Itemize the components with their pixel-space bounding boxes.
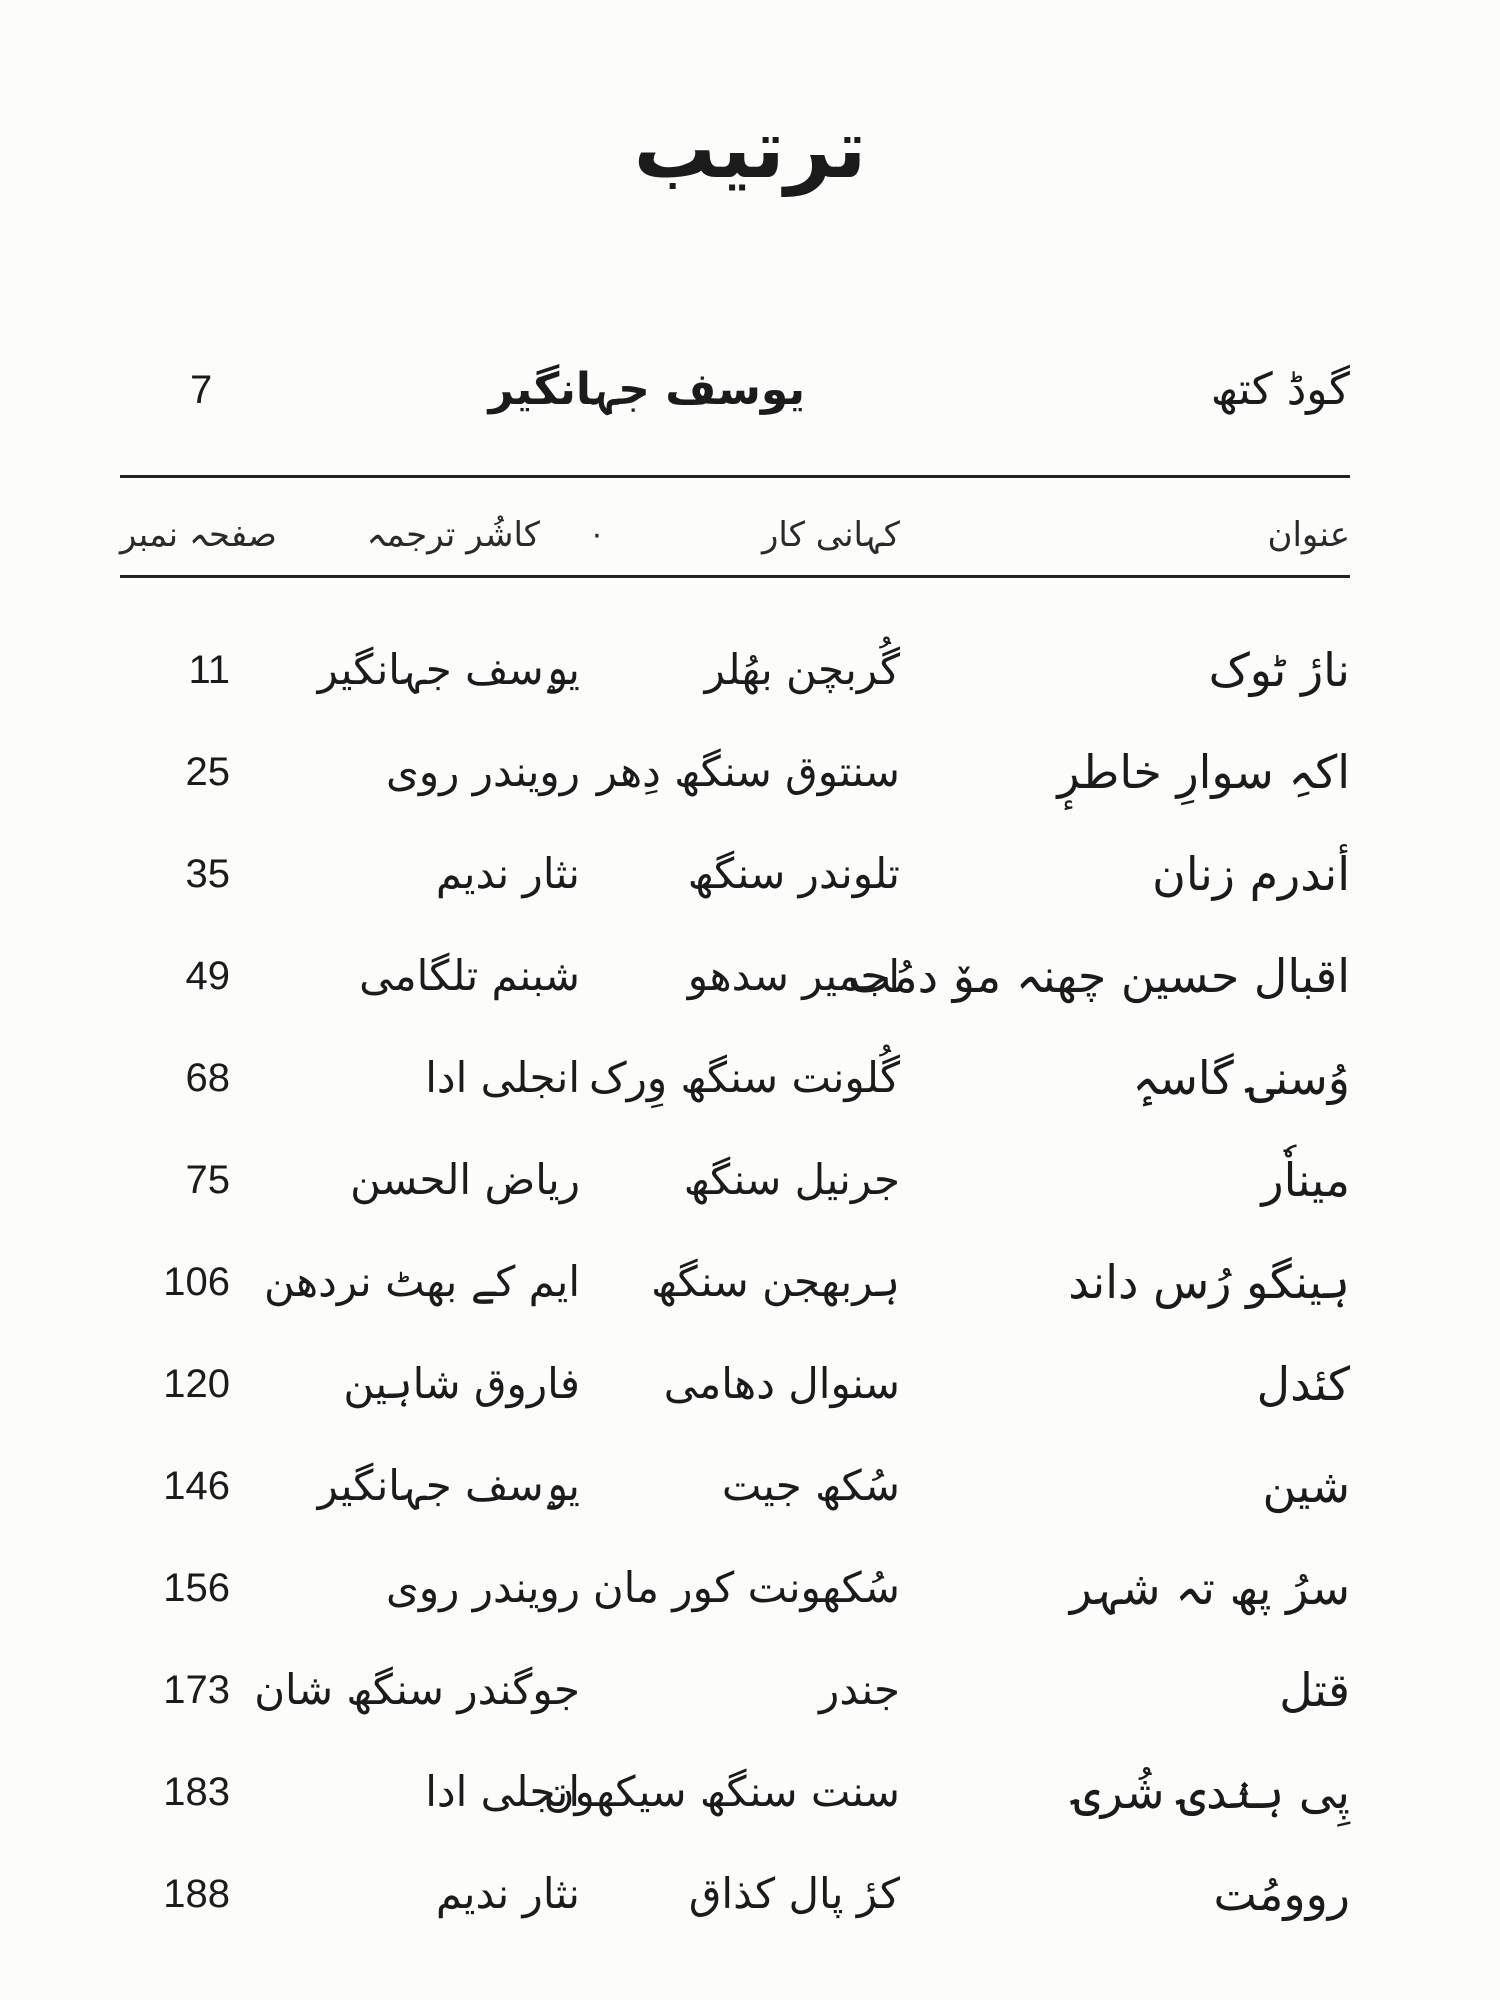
row-translator: فاروق شاہین <box>343 1359 580 1408</box>
row-title: اکہِ سوارِ خاطرٕ <box>1057 745 1350 799</box>
row-page: 188 <box>163 1872 230 1916</box>
row-translator: جوگندر سنگھ شان <box>254 1665 580 1714</box>
toc-row <box>120 1232 1350 1332</box>
row-title: ہینگو رُس داند <box>1068 1255 1350 1309</box>
toc-row <box>120 1742 1350 1842</box>
row-author: ہربھجن سنگھ <box>651 1257 900 1306</box>
intro-page: 7 <box>190 368 213 412</box>
page-title: ترتیب <box>633 102 867 197</box>
row-title: سرُ پھ تہ شہر <box>1069 1561 1350 1615</box>
row-page: 35 <box>185 852 230 896</box>
row-author: سنتوق سنگھ دِھر <box>596 747 900 796</box>
row-page: 106 <box>163 1260 230 1304</box>
row-author: اجمیر سدھو <box>687 951 900 1000</box>
row-author: تلوندر سنگھ <box>687 849 900 898</box>
header-bottom-rule <box>120 575 1350 578</box>
intro-title: گوڈ کتھ <box>1210 364 1350 415</box>
row-author: سنوال دھامی <box>663 1359 900 1408</box>
toc-row <box>120 1538 1350 1638</box>
row-title: قتل <box>1279 1663 1350 1717</box>
row-translator: یۄسف جہانگیر <box>317 645 580 694</box>
header-separator-dot: ٠ <box>588 517 605 552</box>
toc-row <box>120 1844 1350 1944</box>
row-author: گُربچن بھُلر <box>704 645 900 694</box>
row-page: 156 <box>163 1566 230 1610</box>
row-translator: انجلی ادا <box>425 1053 580 1102</box>
toc-row <box>120 722 1350 822</box>
row-title: نارٔ ٹوک <box>1208 643 1350 697</box>
header-translator: کاشُر ترجمہ <box>366 515 540 555</box>
row-translator: رویندر روی <box>385 747 580 796</box>
row-author: کرٔ پال کذاق <box>688 1869 900 1918</box>
row-title: میناٗر <box>1261 1153 1350 1207</box>
header-title: عنوان <box>1267 515 1350 555</box>
toc-row <box>120 1436 1350 1536</box>
row-translator: نثار ندیم <box>435 1869 580 1918</box>
row-author: سنت سنگھ سیکھون <box>543 1767 900 1816</box>
row-page: 173 <box>163 1668 230 1712</box>
toc-row <box>120 1130 1350 1230</box>
row-author: جندر <box>819 1665 900 1714</box>
toc-row <box>120 1334 1350 1434</box>
row-page: 75 <box>185 1158 230 1202</box>
row-title: اقبال حسین چھنہ مۆ دمُت <box>847 949 1350 1003</box>
row-title: وُسنۍ گاسہٕ <box>1132 1051 1350 1105</box>
row-author: جرنیل سنگھ <box>683 1155 900 1204</box>
row-author: سُکھونت کور مان <box>592 1563 900 1612</box>
row-title: روومُت <box>1213 1867 1350 1921</box>
row-translator: یۄسف جہانگیر <box>317 1461 580 1510</box>
toc-row <box>120 1028 1350 1128</box>
row-title: پِی ہنٛدۍ شُرۍ <box>1073 1765 1350 1819</box>
row-translator: ایم کے بھٹ نردھن <box>264 1257 580 1306</box>
row-translator: رویندر روی <box>385 1563 580 1612</box>
row-title: أندرم زنان <box>1152 847 1350 901</box>
row-title: شین <box>1262 1459 1350 1513</box>
toc-row <box>120 926 1350 1026</box>
header-author: کہانی کار <box>761 515 900 555</box>
column-header <box>120 500 1350 570</box>
toc-row <box>120 824 1350 924</box>
row-page: 25 <box>185 750 230 794</box>
row-page: 146 <box>163 1464 230 1508</box>
header-top-rule <box>120 475 1350 478</box>
row-page: 11 <box>188 648 230 692</box>
row-page: 49 <box>185 954 230 998</box>
row-translator: ریاض الحسن <box>350 1155 580 1204</box>
row-translator: انجلی ادا <box>425 1767 580 1816</box>
row-title: کئدل <box>1256 1357 1350 1411</box>
toc-row <box>120 620 1350 720</box>
row-author: سُکھ جیت <box>721 1461 900 1510</box>
intro-author: یوسف جہانگیر <box>488 364 805 415</box>
intro-entry <box>120 355 1350 425</box>
row-translator: نثار ندیم <box>435 849 580 898</box>
row-page: 68 <box>185 1056 230 1100</box>
toc-row <box>120 1640 1350 1740</box>
row-translator: شبنم تلگامی <box>359 951 580 1000</box>
row-author: گُلونت سنگھ وِرک <box>589 1053 900 1102</box>
header-page: صفحہ نمبر <box>120 515 277 555</box>
row-page: 183 <box>163 1770 230 1814</box>
row-page: 120 <box>163 1362 230 1406</box>
